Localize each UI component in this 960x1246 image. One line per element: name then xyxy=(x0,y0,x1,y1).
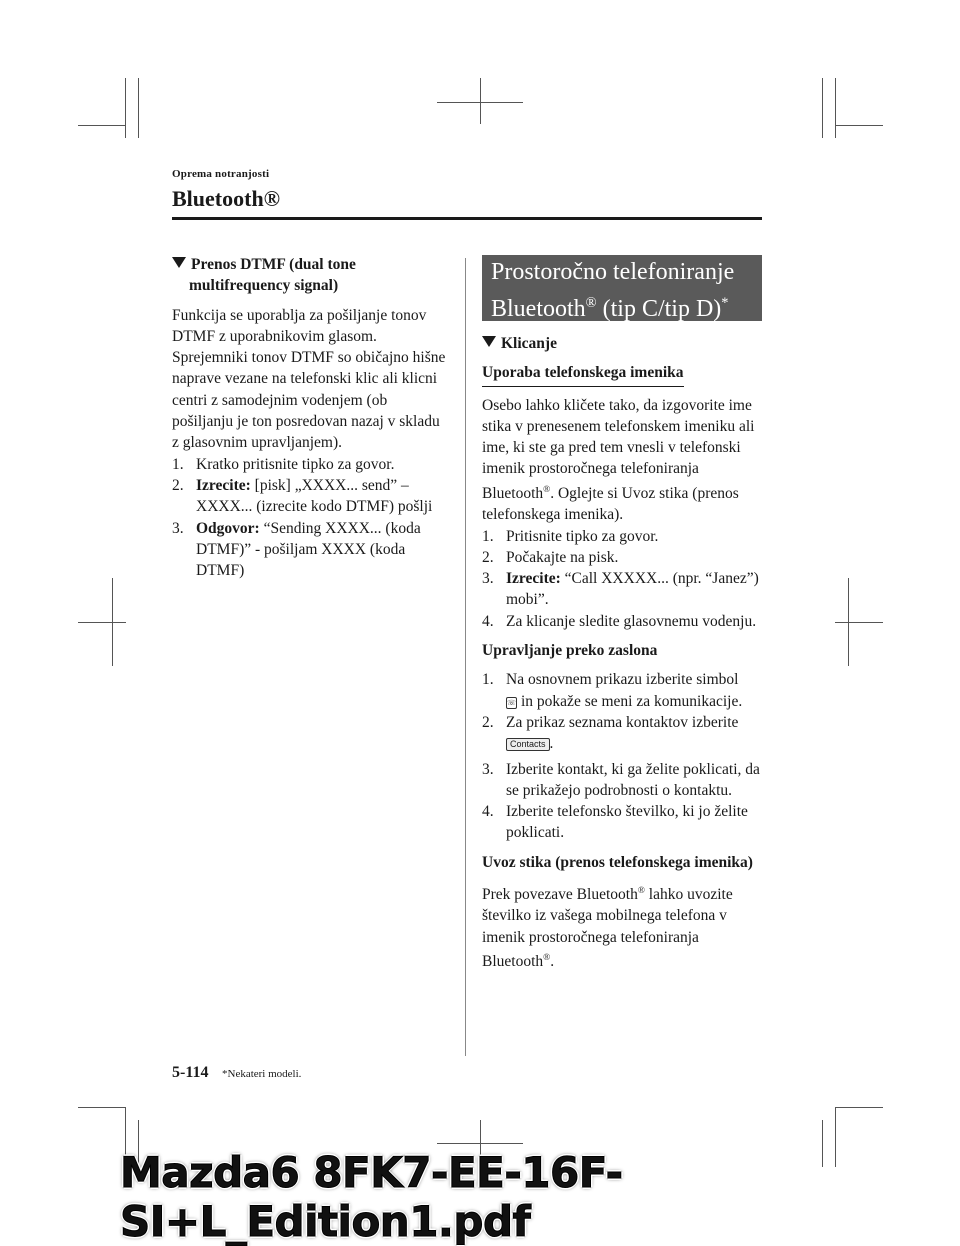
registered-mark: ® xyxy=(543,484,551,495)
page-number: 5-114 xyxy=(172,1064,209,1081)
step-number: 4. xyxy=(482,803,494,821)
crop-mark xyxy=(78,1107,126,1108)
footnote-star: * xyxy=(721,295,729,311)
section-banner xyxy=(482,255,762,321)
dtmf-intro-2: Sprejemniki tonov DTMF so običajno hišne naprave vezane na telefonski klic ali klicni centri z samodejnim vodenjem (ob pošiljanju je ton posredovan nazaj v skladu z glasovnim upravljanjem). xyxy=(172,349,446,452)
dtmf-heading-line1: Prenos DTMF (dual tone xyxy=(191,256,356,273)
watermark: Mazda6 8FK7-EE-16F-SI+L_Edition1.pdf xyxy=(120,1148,623,1246)
crop-mark xyxy=(437,102,523,103)
list-item xyxy=(172,454,450,475)
step-text: Izberite telefonsko številko, ki jo želite poklicati. xyxy=(506,803,748,842)
banner-line1: Prostoročno telefoniranje xyxy=(491,259,735,285)
import-text-a: Prek povezave Bluetooth xyxy=(482,886,638,904)
left-column xyxy=(172,254,450,581)
banner-line2-text: Bluetooth xyxy=(491,296,586,322)
step-label: Izrecite: xyxy=(506,570,561,588)
step-text: Kratko pritisnite tipko za govor. xyxy=(196,455,395,473)
import-text-c: . xyxy=(550,953,555,971)
step-label: Odgovor: xyxy=(196,519,260,537)
crop-mark xyxy=(835,125,883,126)
list-item: 2. Za prikaz seznama kontaktov izberite Contacts . xyxy=(482,713,739,753)
klicanje-heading-text: Klicanje xyxy=(501,335,557,352)
usage-text-a: Osebo lahko kličete tako, da izgovorite ime stika v prenesenem telefonskem imeniku ali ime, ki ste ga pred tem vnesli v telefonski imenik prostoročnega telefoniranja Bluetooth xyxy=(482,396,755,502)
step-number: 3. xyxy=(482,760,494,778)
header-rule xyxy=(172,217,762,220)
list-item xyxy=(482,759,767,802)
step-text: Za prikaz seznama kontaktov izberite xyxy=(506,713,739,731)
right-column xyxy=(482,333,767,972)
list-item xyxy=(172,518,450,582)
footnote: *Nekateri modeli. xyxy=(222,1068,302,1080)
crop-mark xyxy=(480,78,481,124)
import-text xyxy=(482,881,767,973)
dtmf-heading xyxy=(172,254,450,275)
crop-mark xyxy=(835,1107,883,1108)
step-number: 4. xyxy=(482,612,494,630)
registered-mark: ® xyxy=(637,885,645,896)
step-number: 1. xyxy=(482,671,494,689)
step-number: 1. xyxy=(172,455,184,473)
dtmf-intro: Funkcija se uporablja za pošiljanje tonov DTMF z uporabnikovim glasom. xyxy=(172,306,427,345)
section-label: Oprema notranjosti xyxy=(172,168,270,180)
step-number: 3. xyxy=(172,519,184,537)
usage-title xyxy=(482,362,767,386)
list-item xyxy=(482,568,767,611)
list-item xyxy=(482,801,767,844)
dtmf-heading-line2: multifrequency signal) xyxy=(189,277,339,295)
step-text: Pritisnite tipko za govor. xyxy=(506,527,659,545)
step-text: Za klicanje sledite glasovnemu vodenju. xyxy=(506,612,757,630)
step-number: 2. xyxy=(482,548,494,566)
usage-text-b: . Oglejte si Uvoz stika (prenos telefonskega imenika). xyxy=(482,484,739,524)
column-divider xyxy=(465,258,466,1056)
list-item xyxy=(482,547,767,568)
step-text: Na osnovnem prikazu izberite simbol xyxy=(506,671,739,689)
phone-icon: ☏ xyxy=(507,698,516,707)
crop-mark xyxy=(78,125,126,126)
usage-text xyxy=(482,395,767,526)
registered-mark: ® xyxy=(585,295,597,311)
usage-title-text: Uporaba telefonskega imenika xyxy=(482,362,684,386)
contacts-button: Contacts xyxy=(506,738,550,751)
step-text: Izberite kontakt, ki ga želite poklicati, da se prikažejo podrobnosti o kontaktu. xyxy=(506,760,760,799)
step-number: 3. xyxy=(482,570,494,588)
crop-mark xyxy=(835,78,836,138)
step-text: “Sending XXXX... (koda DTMF)” - pošiljam XXXX (koda DTMF) xyxy=(196,519,421,580)
triangle-bullet-icon xyxy=(482,336,496,347)
triangle-bullet-icon xyxy=(172,257,186,268)
step-text: “Call XXXXX... (npr. “Janez”) mobi”. xyxy=(506,570,759,609)
crop-mark xyxy=(78,622,126,623)
step-label: Izrecite: xyxy=(196,476,251,494)
crop-mark xyxy=(835,622,883,623)
crop-mark xyxy=(125,78,126,138)
step-text: [pisk] „XXXX... send” – XXXX... (izrecite kodo DTMF) pošlji xyxy=(196,476,433,516)
list-item xyxy=(482,526,767,547)
klicanje-heading xyxy=(482,333,767,354)
list-item xyxy=(172,475,450,518)
step-number: 2. xyxy=(172,476,184,494)
list-item xyxy=(482,611,767,632)
registered-mark: ® xyxy=(543,953,551,964)
crop-mark xyxy=(138,78,139,138)
list-item xyxy=(482,669,767,712)
import-title: Uvoz stika (prenos telefonskega imenika) xyxy=(482,853,753,871)
step-text: Počakajte na pisk. xyxy=(506,548,619,566)
import-text-b: lahko uvozite številko iz vašega mobilnega telefona v imenik prostoročnega telefoniranja Bluetooth xyxy=(482,886,733,971)
step-number: 1. xyxy=(482,527,494,545)
page-title: Bluetooth® xyxy=(172,186,281,211)
crop-mark xyxy=(437,1143,523,1144)
crop-mark xyxy=(822,78,823,138)
screen-title: Upravljanje preko zaslona xyxy=(482,642,658,660)
step-text: in pokaže se meni za komunikacije. xyxy=(521,692,743,710)
banner-line2 xyxy=(491,288,753,325)
banner-line2-rest: (tip C/tip D) xyxy=(596,296,722,322)
step-number: 2. xyxy=(482,713,494,731)
